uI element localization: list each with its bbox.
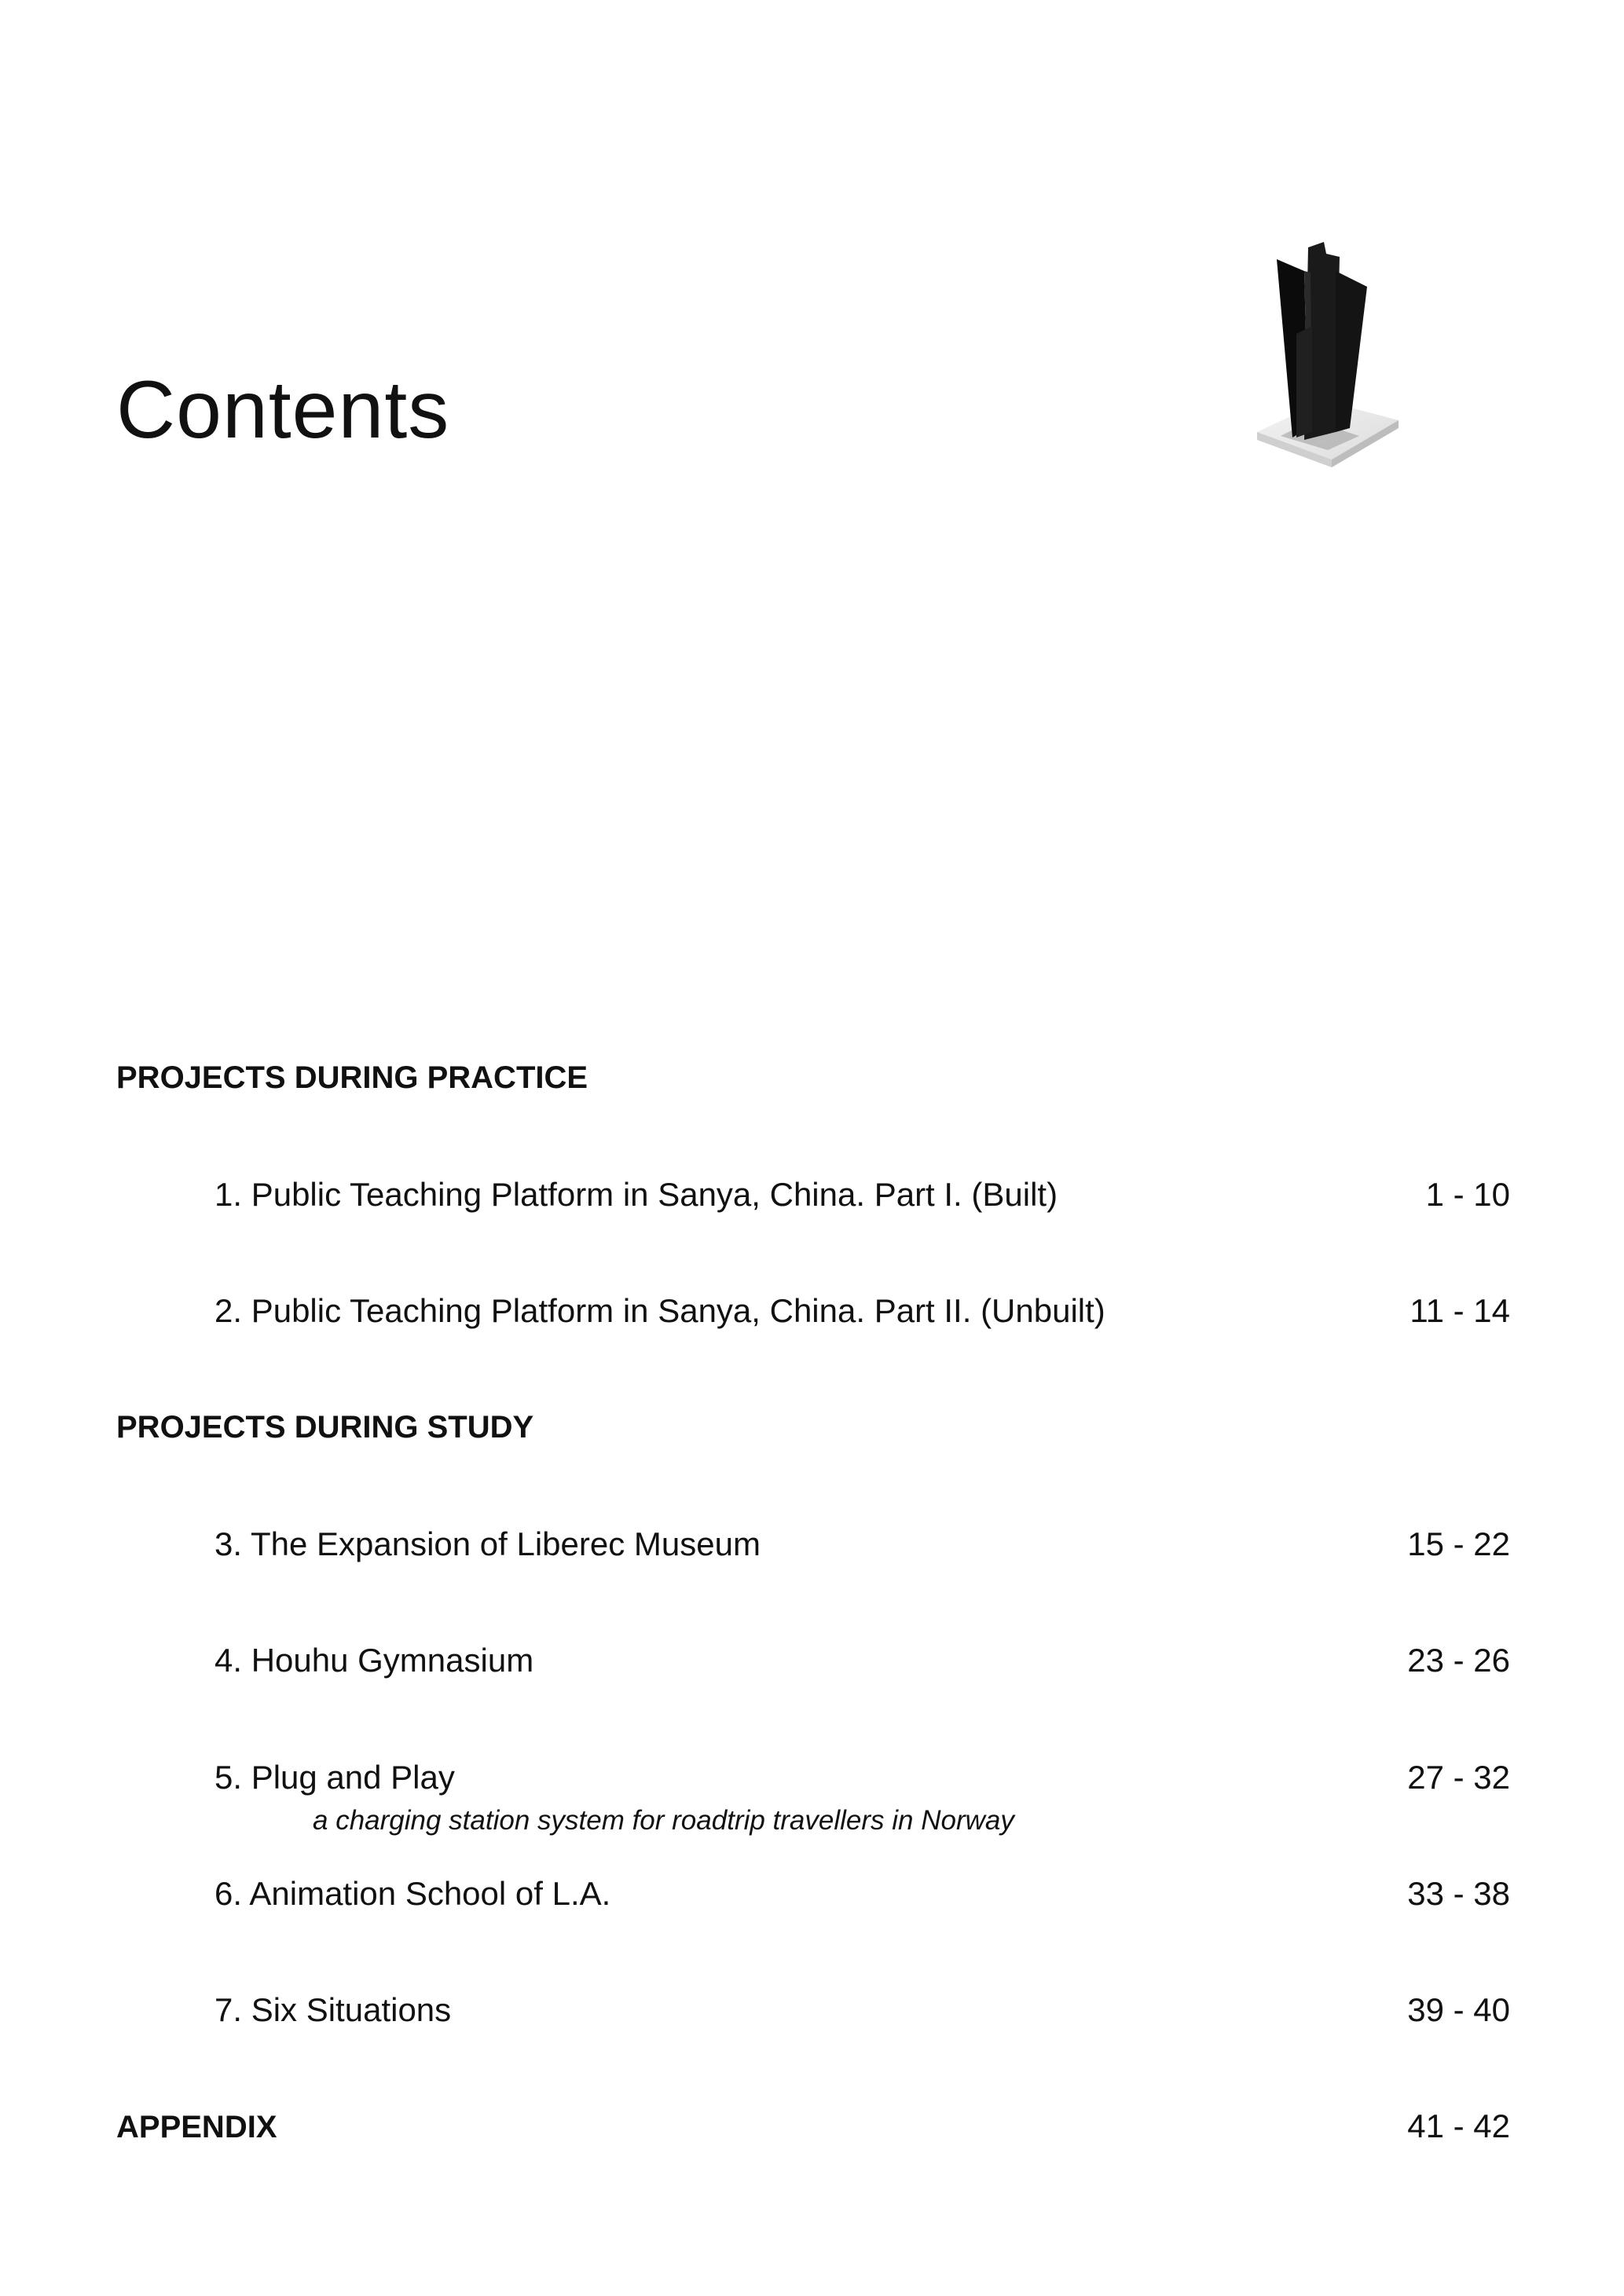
sculpture-model-image: [1249, 240, 1414, 475]
toc-entry-1[interactable]: 1. Public Teaching Platform in Sanya, China. Part I. (Built): [214, 1176, 1058, 1213]
section-heading-appendix[interactable]: APPENDIX: [116, 2110, 277, 2144]
toc-pages-6: 33 - 38: [1407, 1875, 1510, 1912]
toc-pages-appendix: 41 - 42: [1407, 2107, 1510, 2144]
toc-entry-4[interactable]: 4. Houhu Gymnasium: [214, 1642, 534, 1679]
toc-entry-5[interactable]: 5. Plug and Play: [214, 1759, 455, 1796]
toc-pages-2: 11 - 14: [1410, 1292, 1510, 1329]
toc-pages-5: 27 - 32: [1407, 1759, 1510, 1796]
section-heading-practice: PROJECTS DURING PRACTICE: [116, 1060, 588, 1095]
toc-pages-1: 1 - 10: [1425, 1176, 1510, 1213]
page-title: Contents: [116, 364, 450, 456]
toc-entry-2[interactable]: 2. Public Teaching Platform in Sanya, China. Part II. (Unbuilt): [214, 1292, 1105, 1329]
toc-entry-6[interactable]: 6. Animation School of L.A.: [214, 1875, 611, 1912]
toc-pages-7: 39 - 40: [1407, 1991, 1510, 2028]
toc-pages-4: 23 - 26: [1407, 1642, 1510, 1679]
toc-entry-3[interactable]: 3. The Expansion of Liberec Museum: [214, 1525, 761, 1562]
toc-entry-7[interactable]: 7. Six Situations: [214, 1991, 452, 2028]
section-heading-study: PROJECTS DURING STUDY: [116, 1410, 534, 1445]
toc-entry-5-subtitle: a charging station system for roadtrip travellers in Norway: [313, 1805, 1014, 1836]
toc-pages-3: 15 - 22: [1407, 1525, 1510, 1562]
